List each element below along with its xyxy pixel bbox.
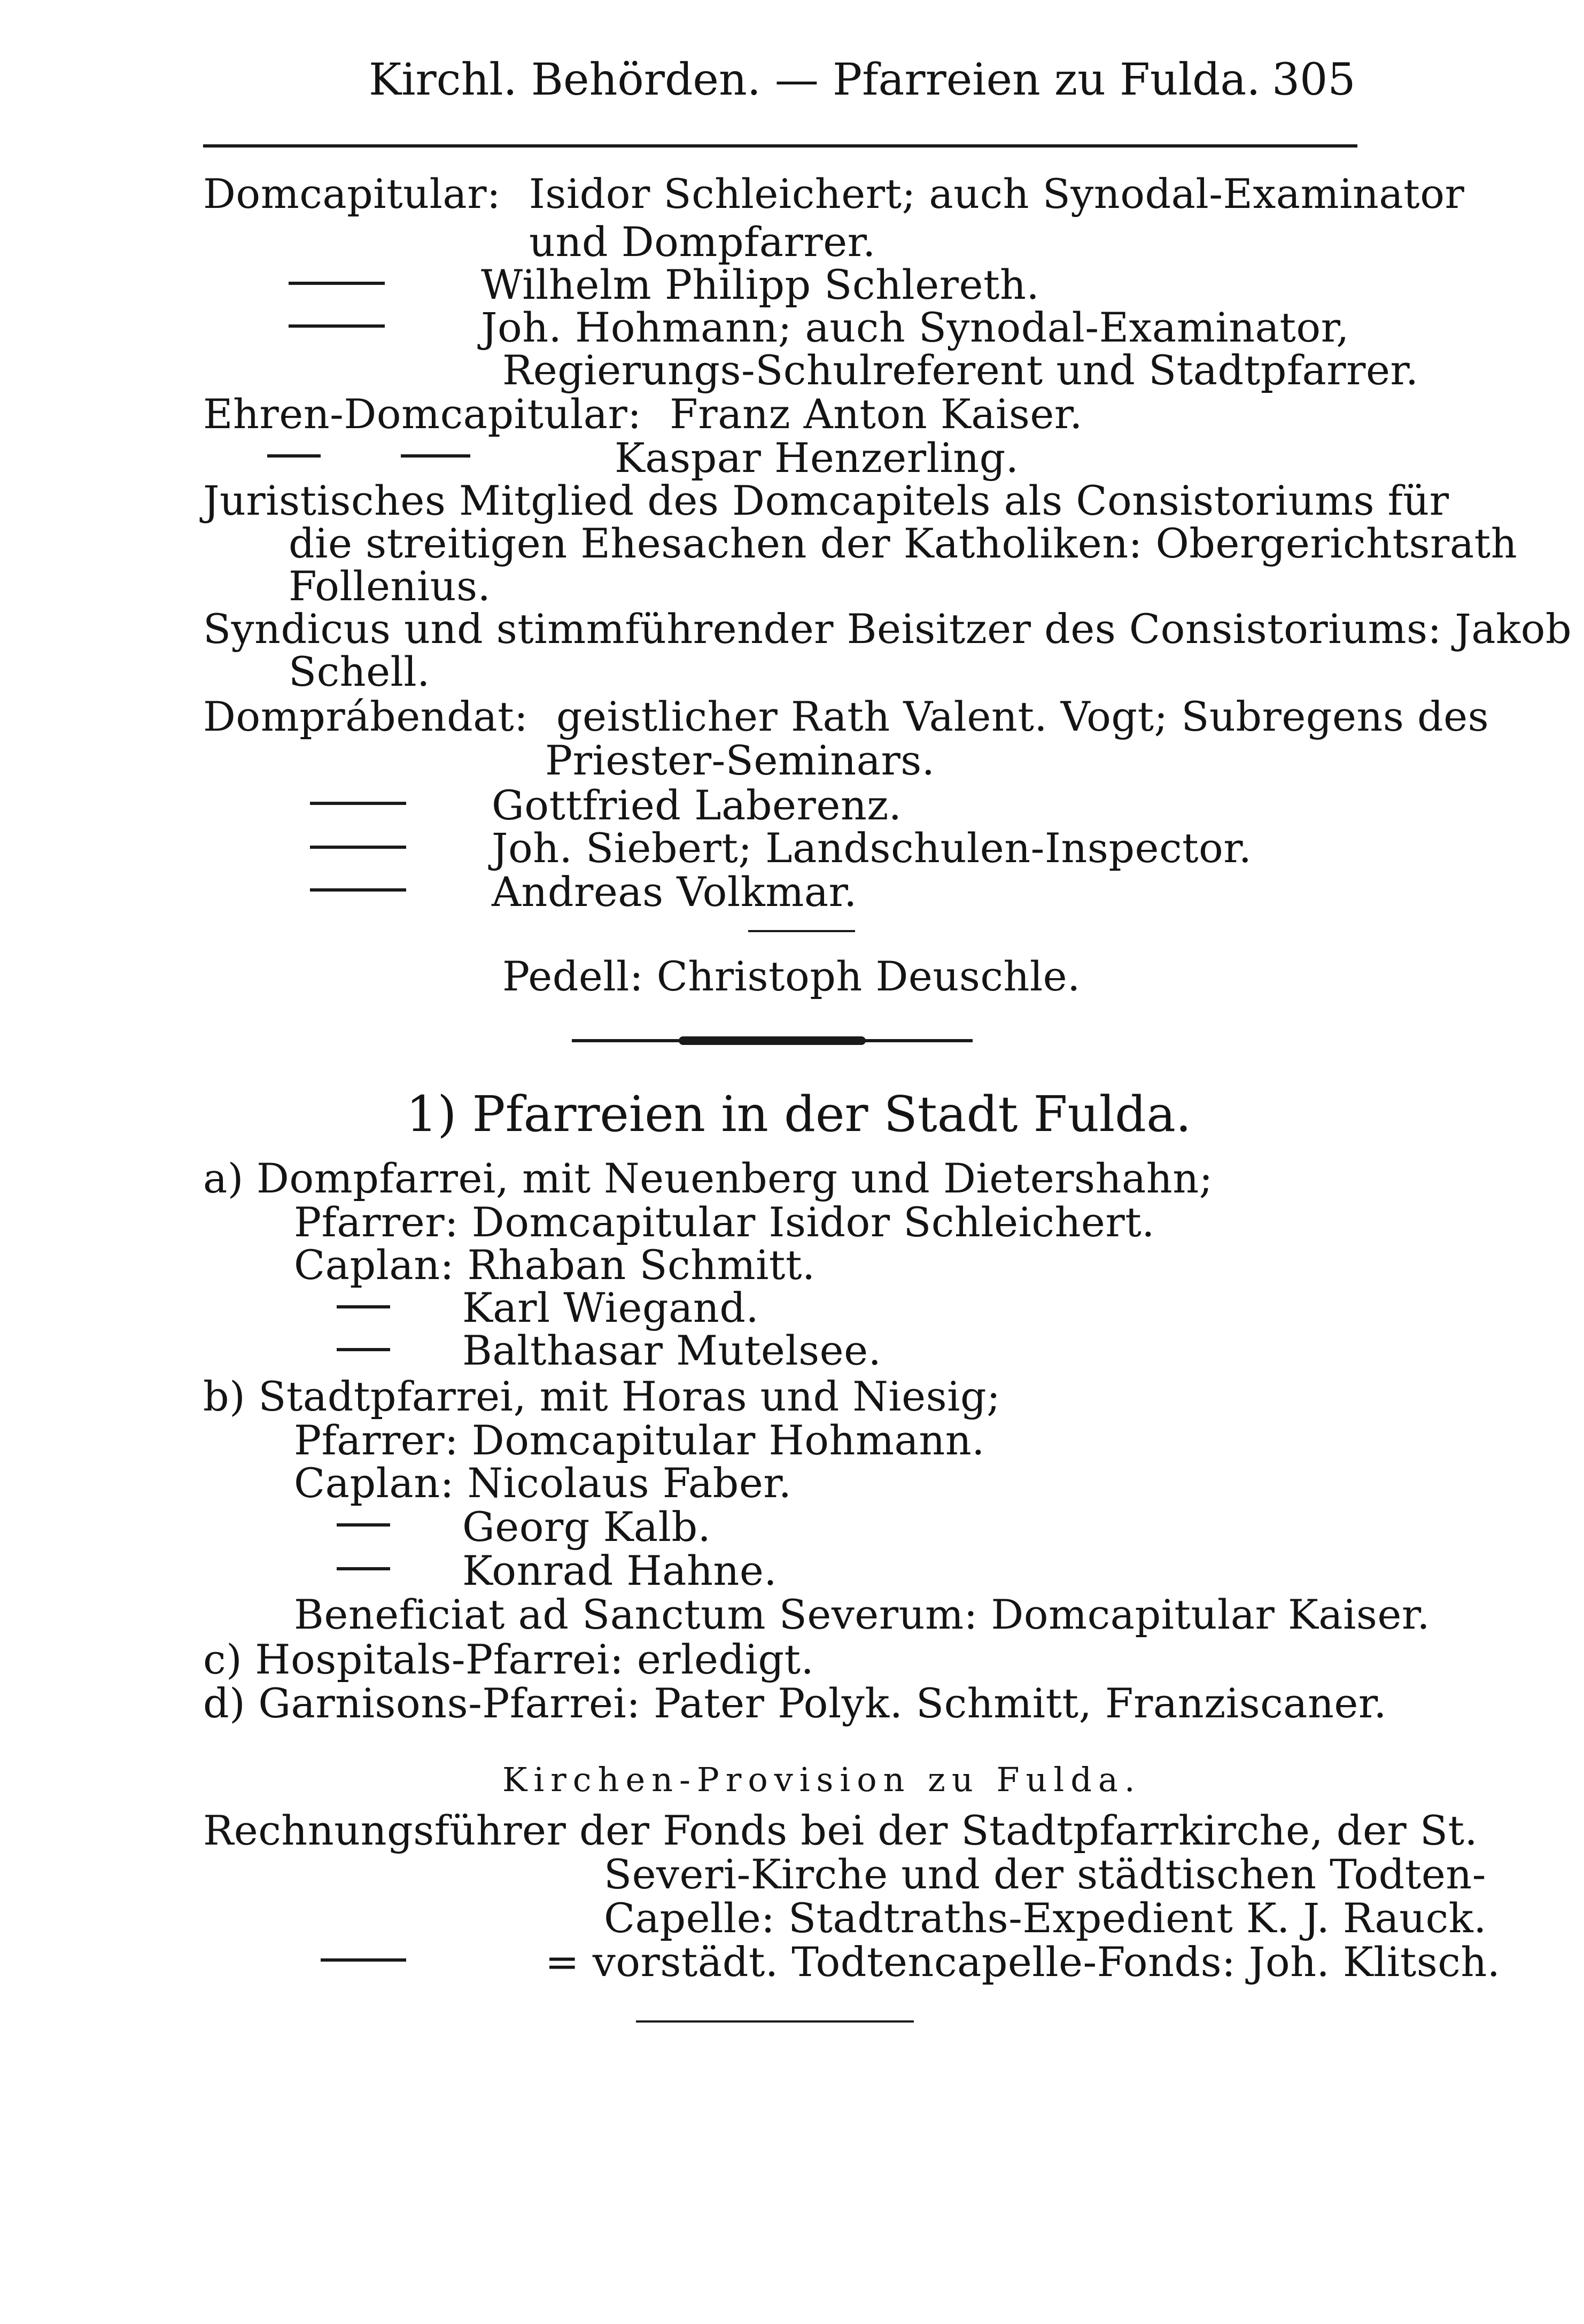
- parish-text: Garnisons-Pfarrei: Pater Polyk. Schmitt, Franziscaner.: [258, 1679, 1387, 1727]
- ditto-dash: [289, 282, 385, 285]
- chapter-line-10: Follenius.: [289, 562, 491, 610]
- list-marker: d): [203, 1679, 246, 1727]
- chapter-line-17: Andreas Volkmar.: [492, 868, 857, 916]
- chapter-line-16: Joh. Siebert; Landschulen-Inspector.: [492, 824, 1252, 872]
- short-rule: [748, 930, 855, 932]
- ditto-dash: [337, 1348, 390, 1351]
- ditto-dash: [337, 1567, 390, 1570]
- list-marker: b): [203, 1373, 246, 1420]
- chapter-line-8: Juristisches Mitglied des Domcapitels als Consistoriums für: [203, 477, 1449, 524]
- ditto-dash: [267, 454, 321, 458]
- end-rule: [636, 2020, 914, 2023]
- beneficiat-line: Beneficiat ad Sanctum Severum: Domcapitular Kaiser.: [294, 1591, 1431, 1638]
- pedell-line: Pedell: Christoph Deuschle.: [502, 952, 1081, 1000]
- section-heading: 1) Pfarreien in der Stadt Fulda.: [406, 1086, 1192, 1143]
- parish-text: Hospitals-Pfarrei: erledigt.: [255, 1636, 814, 1683]
- chapter-line-6: [203, 390, 1083, 438]
- parish-b-title: [203, 1373, 1000, 1421]
- entry-text: Isidor Schleichert; auch Synodal-Examinator: [529, 170, 1465, 218]
- chapter-line-12: Schell.: [289, 648, 430, 695]
- chapter-line-5: Regierungs-Schulreferent und Stadtpfarrer.: [502, 346, 1419, 394]
- role-label: Domprábendat:: [203, 693, 529, 740]
- provision-line-3: Capelle: Stadtraths-Expedient K. J. Rauck.: [604, 1894, 1487, 1942]
- parish-a-title: [203, 1155, 1213, 1203]
- provision-line-1: Rechnungsführer der Fonds bei der Stadtpfarrkirche, der St.: [203, 1807, 1478, 1854]
- provision-line-4: = vorstädt. Todtencapelle-Fonds: Joh. Klitsch.: [545, 1938, 1501, 1986]
- ditto-dash: [321, 1958, 406, 1962]
- entry-text: Franz Anton Kaiser.: [670, 390, 1083, 438]
- role-label: Domcapitular:: [203, 170, 501, 218]
- ditto-dash: [401, 454, 470, 458]
- chapter-line-7: Kaspar Henzerling.: [615, 434, 1019, 482]
- role-label: Ehren-Domcapitular:: [203, 390, 642, 438]
- chapter-line-2: und Dompfarrer.: [529, 218, 876, 266]
- provision-line-2: Severi-Kirche und der städtischen Todten-: [604, 1850, 1486, 1898]
- chapter-line-1: [203, 170, 1464, 218]
- parish-a-pfarrer: Pfarrer: Domcapitular Isidor Schleichert.: [294, 1198, 1155, 1246]
- parish-b-caplan: Caplan: Nicolaus Faber.: [294, 1459, 792, 1507]
- chapter-line-9: die streitigen Ehesachen der Katholiken: Obergerichtsrath: [289, 520, 1518, 567]
- parish-b-caplan-2: Georg Kalb.: [462, 1503, 711, 1551]
- parish-b-pfarrer: Pfarrer: Domcapitular Hohmann.: [294, 1416, 985, 1464]
- section-divider-swell: [679, 1036, 866, 1045]
- chapter-line-4: Joh. Hohmann; auch Synodal-Examinator,: [481, 304, 1349, 351]
- list-marker: a): [203, 1155, 244, 1202]
- parish-name: Dompfarrei, mit Neuenberg und Dietershahn;: [256, 1155, 1213, 1202]
- parish-a-caplan-3: Balthasar Mutelsee.: [462, 1327, 882, 1374]
- ditto-dash: [337, 1305, 390, 1308]
- ditto-dash: [289, 324, 385, 328]
- chapter-line-14: Priester-Seminars.: [545, 737, 935, 784]
- chapter-line-15: Gottfried Laberenz.: [492, 781, 902, 829]
- chapter-line-13: [203, 693, 1489, 741]
- chapter-line-3: Wilhelm Philipp Schlereth.: [481, 261, 1040, 308]
- entry-text: geistlicher Rath Valent. Vogt; Subregens des: [556, 693, 1489, 740]
- parish-a-caplan-2: Karl Wiegand.: [462, 1284, 759, 1331]
- chapter-line-11: Syndicus und stimmführender Beisitzer des Consistoriums: Jakob: [203, 605, 1572, 653]
- ditto-dash: [310, 888, 406, 892]
- page-number: 305: [1272, 55, 1356, 105]
- parish-d: [203, 1679, 1387, 1727]
- running-header-title: Kirchl. Behörden. — Pfarreien zu Fulda.: [369, 55, 1261, 105]
- ditto-dash: [337, 1523, 390, 1527]
- parish-b-caplan-3: Konrad Hahne.: [462, 1547, 778, 1594]
- header-rule: [203, 144, 1357, 148]
- ditto-dash: [310, 846, 406, 849]
- list-marker: c): [203, 1636, 243, 1683]
- parish-a-caplan: Caplan: Rhaban Schmitt.: [294, 1241, 816, 1289]
- ditto-dash: [310, 802, 406, 805]
- parish-name: Stadtpfarrei, mit Horas und Niesig;: [258, 1373, 1001, 1420]
- provision-title: Kirchen-Provision zu Fulda.: [502, 1760, 1142, 1799]
- parish-c: [203, 1636, 814, 1684]
